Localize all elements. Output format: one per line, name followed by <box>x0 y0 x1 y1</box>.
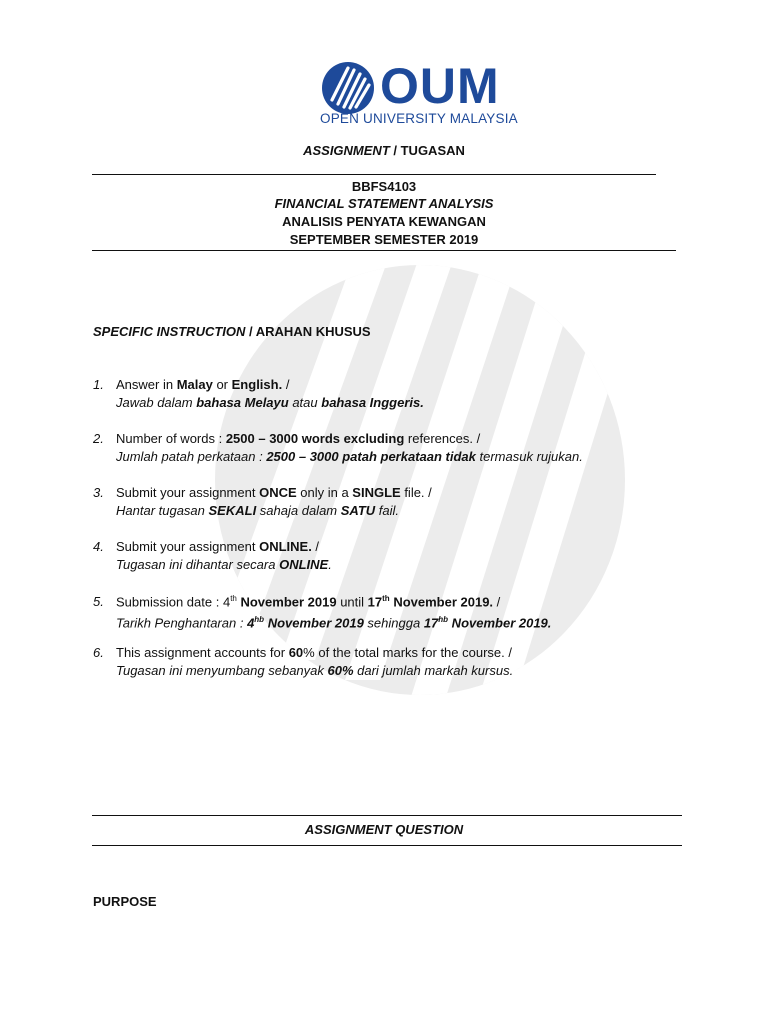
item-text-ms: Hantar tugasan <box>116 503 209 518</box>
item-sup: hb <box>254 615 265 625</box>
item-text-ms-bold: 2500 – 3000 patah perkataan tidak <box>266 449 476 464</box>
instruction-heading-ms: ARAHAN KHUSUS <box>255 324 371 339</box>
item-text-ms: Tarikh Penghantaran : <box>116 615 248 631</box>
item-text-ms: sahaja dalam <box>256 503 341 518</box>
item-text-bold: November 2019. <box>389 594 494 610</box>
item-sup: hb <box>438 615 449 625</box>
item-text: This assignment accounts for <box>116 645 289 660</box>
item-text: Submit your assignment <box>116 485 260 500</box>
instruction-heading <box>93 324 371 339</box>
item-text: or <box>212 377 232 392</box>
item-text: until <box>336 594 368 610</box>
item-number: 3. <box>93 485 104 500</box>
assignment-heading <box>0 143 768 158</box>
item-number: 4. <box>93 539 104 554</box>
item-text-ms-bold: 17 <box>423 615 439 631</box>
instruction-item-5 <box>93 590 551 633</box>
item-text-ms: fail. <box>375 503 400 518</box>
item-text-bold: ONLINE. <box>259 539 312 554</box>
semester: SEPTEMBER SEMESTER 2019 <box>289 232 479 247</box>
item-text-bold: English. <box>231 377 283 392</box>
instruction-item-4 <box>93 538 332 574</box>
item-text-bold: November 2019 <box>236 594 337 610</box>
item-text-ms: dari jumlah markah kursus. <box>353 663 514 678</box>
course-title-en: FINANCIAL STATEMENT ANALYSIS <box>274 196 494 211</box>
course-title-ms: ANALISIS PENYATA KEWANGAN <box>282 214 486 229</box>
assignment-question-heading: ASSIGNMENT QUESTION <box>304 822 464 837</box>
item-sup: th <box>382 594 390 603</box>
purpose-heading: PURPOSE <box>93 894 157 909</box>
instruction-item-1 <box>93 376 424 412</box>
item-text-ms-bold: ONLINE <box>279 557 329 572</box>
instruction-heading-sep: / <box>245 324 256 339</box>
instruction-item-6 <box>93 644 513 680</box>
logo-subtitle: OPEN UNIVERSITY MALAYSIA <box>320 111 518 126</box>
item-text-ms: termasuk rujukan. <box>475 449 583 464</box>
instruction-item-3 <box>93 484 432 520</box>
item-text: references. / <box>404 431 481 446</box>
item-text: Number of words : <box>116 431 226 446</box>
course-code: BBFS4103 <box>351 179 417 194</box>
item-text-ms-bold: November 2019 <box>264 615 364 631</box>
item-text: Submission date : 4 <box>116 594 231 610</box>
item-text-ms: Tugasan ini dihantar secara <box>116 557 280 572</box>
item-text-ms-bold: 60% <box>327 663 354 678</box>
item-text-bold: Malay <box>176 377 213 392</box>
item-text: Answer in <box>116 377 177 392</box>
item-text-ms: sehingga <box>363 615 424 631</box>
item-text-ms: atau <box>288 395 322 410</box>
item-text-ms-bold: November 2019. <box>448 615 552 631</box>
item-text-ms-bold: SATU <box>340 503 376 518</box>
item-sup: th <box>230 594 237 603</box>
instruction-heading-en: SPECIFIC INSTRUCTION <box>93 324 246 339</box>
assignment-en: ASSIGNMENT <box>303 143 390 158</box>
item-text: only in a <box>296 485 353 500</box>
item-number: 1. <box>93 377 104 392</box>
heading-separator: / <box>389 143 401 158</box>
item-text-bold: 17 <box>367 594 383 610</box>
item-text-bold: 60 <box>288 645 304 660</box>
item-text-ms-bold: bahasa Inggeris. <box>321 395 424 410</box>
assignment-ms: TUGASAN <box>400 143 465 158</box>
item-text-ms-bold: 4 <box>247 615 255 631</box>
item-text-ms: . <box>328 557 332 572</box>
item-number: 6. <box>93 645 104 660</box>
item-text-ms-bold: SEKALI <box>208 503 257 518</box>
item-text: / <box>282 377 290 392</box>
item-text-ms: Tugasan ini menyumbang sebanyak <box>116 663 328 678</box>
divider-top <box>92 174 656 175</box>
item-text: % of the total marks for the course. / <box>303 645 512 660</box>
item-text-ms-bold: bahasa Melayu <box>196 395 289 410</box>
item-text: file. / <box>400 485 432 500</box>
item-text-bold: 2500 – 3000 words excluding <box>225 431 405 446</box>
instruction-item-2 <box>93 430 583 466</box>
divider-header-bottom <box>92 250 676 251</box>
logo-wordmark: OUM <box>380 58 500 114</box>
item-number: 2. <box>93 431 104 446</box>
item-text-ms: Jawab dalam <box>116 395 197 410</box>
divider-question-top <box>92 815 682 816</box>
item-text: / <box>493 594 501 610</box>
item-text: Submit your assignment <box>116 539 260 554</box>
item-text: / <box>311 539 320 554</box>
divider-question-bottom <box>92 845 682 846</box>
item-text-bold: SINGLE <box>352 485 401 500</box>
item-text-bold: ONCE <box>259 485 297 500</box>
item-text-ms: Jumlah patah perkataan : <box>116 449 267 464</box>
item-number: 5. <box>93 594 104 610</box>
